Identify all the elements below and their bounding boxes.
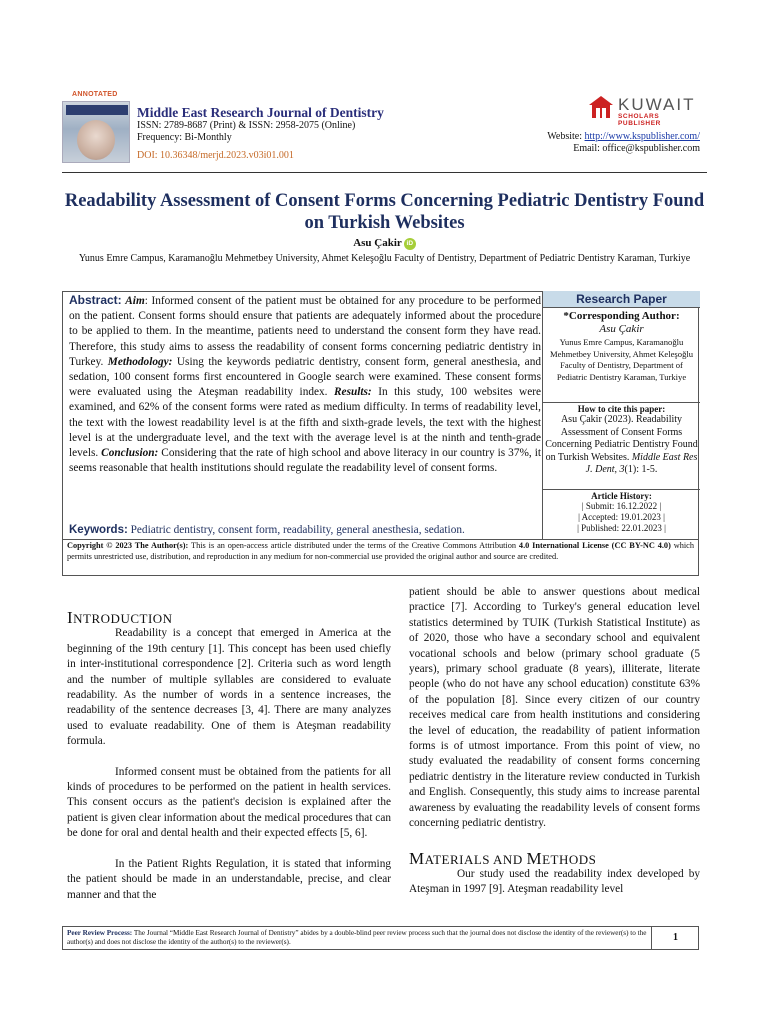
publisher-email[interactable]: Email: office@kspublisher.com xyxy=(573,143,700,154)
aim-label: Aim xyxy=(125,295,145,307)
intro-paragraph-2: Informed consent must be obtained from the patients for all kinds of procedures to be performed on the patient in health services. This consent occurs as the patient's decision is explained after the patient is given clear information about the medical procedures that can be done for oral and dental health and their expected effects [5, 6]. xyxy=(67,765,391,840)
corresponding-author-affiliation: Yunus Emre Campus, Karamanoğlu Mehmetbey University, Ahmet Keleşoğlu Faculty of Dentistry, Department of Pediatric Dentistry Karaman, Turkiye xyxy=(549,337,694,382)
keywords-label: Keywords: xyxy=(69,524,128,536)
methodology-text: Using the keywords pediatric dentistry, consent form, general anesthesia, and sedation, 100 consent forms first encountered in Google search were examined. These consent forms were evaluated using the Ateşman readability index. xyxy=(69,355,541,399)
copyright-text-2: which permits unrestricted use, distribution, and reproduction in any medium for non-commercial use provided the original author and source are credited. xyxy=(67,541,695,561)
body-column-right xyxy=(409,585,700,898)
citation-text xyxy=(543,414,700,477)
publisher-name: KUWAIT xyxy=(618,95,696,114)
author-name: Asu Çakir xyxy=(353,237,402,249)
aim-text: : Informed consent of the patient must be obtained for any procedure to be performed on the patient. Consent forms should ensure that patients are adequately informed about the procedure to be applied to them. In the meantime, patients need to understand the consent form they have read. Therefore, this study aims to assess the readability of consent forms concerning pediatric dentistry in Turkey. xyxy=(69,295,542,368)
cover-title-band xyxy=(66,105,128,115)
abstract-box xyxy=(62,291,699,540)
license-name[interactable]: 4.0 International License (CC BY-NC 4.0) xyxy=(518,541,671,550)
copyright-notice xyxy=(62,540,699,576)
journal-title: Middle East Research Journal of Dentistry xyxy=(137,105,384,120)
conclusion-label: Conclusion: xyxy=(101,447,159,460)
results-label: Results: xyxy=(334,386,372,399)
journal-frequency: Frequency: Bi-Monthly xyxy=(137,132,232,143)
keywords-text: Pediatric dentistry, consent form, readability, general anesthesia, sedation. xyxy=(127,524,465,536)
accepted-date: | Accepted: 19.01.2023 | xyxy=(578,512,665,522)
peer-review-footer xyxy=(62,926,699,950)
paragraph-gap xyxy=(67,750,391,765)
journal-header xyxy=(0,0,770,175)
methods-heading-rest-2: ETHODS xyxy=(542,851,597,867)
intro-heading-rest: NTRODUCTION xyxy=(73,611,173,626)
author-affiliation: Yunus Emre Campus, Karamanoğlu Mehmetbey University, Ahmet Keleşoğlu Faculty of Dentistry, Department of Pediatric Dentistry Karaman, Turkiye xyxy=(78,253,691,264)
orcid-icon[interactable]: iD xyxy=(404,238,416,250)
paragraph-gap xyxy=(409,832,700,847)
header-divider xyxy=(62,172,707,173)
copyright-label: Copyright © 2023 The Author(s): xyxy=(67,541,189,550)
citation-body: Asu Çakir (2023). Readability Assessment of Consent Forms Concerning Pediatric Dentistry Found on Turkish Websites. xyxy=(545,414,698,463)
author-line xyxy=(62,237,707,250)
methods-paragraph-1: Our study used the readability index developed by Ateşman in 1997 [9]. Ateşman readability level xyxy=(409,867,700,896)
methods-heading xyxy=(409,848,700,868)
citation-journal: Middle East Res J. Dent, 3 xyxy=(585,451,698,475)
corresponding-author-label: *Corresponding Author: xyxy=(563,310,680,322)
methodology-label: Methodology: xyxy=(107,355,173,368)
introduction-heading xyxy=(67,610,391,626)
intro-paragraph-1: Readability is a concept that emerged in America at the beginning of the 19th century [1]. This concept has been used chiefly in inter-institutional correspondence [2]. Criteria such as word length and the number of multiple syllables are considered to evaluate readability. As the number of words in a sentence increases, the readability of the sentence decreases [3, 4]. There are many analyzes used to evaluate readability. One of them is Ateşman readability formula. xyxy=(67,627,391,748)
peer-review-note xyxy=(67,929,649,948)
body-column-left xyxy=(67,610,391,903)
results-text: In this study, 100 websites were examined, and 62% of the consent forms were rated as medium difficulty. In terms of readability level, the text with the lowest readability level is at the fifth and sixth-grade levels, the text with the highest level is at the undergraduate level, and the text with the average level is at the ninth and tenth-grade levels. xyxy=(69,386,541,460)
paragraph-gap xyxy=(67,842,391,857)
methods-heading-cap-1: M xyxy=(409,848,425,868)
abstract-label: Abstract: xyxy=(69,293,122,307)
research-paper-banner: Research Paper xyxy=(543,291,700,308)
page-number: 1 xyxy=(651,927,699,949)
history-label: Article History: xyxy=(591,491,652,501)
house-logo-icon xyxy=(588,95,614,121)
peer-review-text: The Journal “Middle East Research Journal of Dentistry” abides by a double-blind peer review process such that the journal does not disclose the identity of the reviewer(s) to the author(s) and does not disclose the identity of the author(s) to the reviewer(s). xyxy=(67,929,647,947)
intro-paragraph-4: patient should be able to answer questions about medical practice [7]. According to Turkey's general education level statistics determined by TUIK (Turkish Statistical Institute) as of 2020, those who have a secondary school and equivalent vocational schools and below (primary school graduate (5 years), primary school graduate (8 years), illiterate, literate people (who do not have any school education) constitute 63% of the population [8]. Since every citizen of our country receives medical care from health institutions and considering the level of education, the readability of patient information forms is of utmost importance. From this point of view, no study evaluated the readability of consent forms concerning pediatric dentistry in the literature review conducted in Turkish and English. Consequently, this study aims to increase parental awareness by evaluating the readability levels of consent forms concerning pediatric dentistry. xyxy=(409,586,700,830)
article-info-sidebar xyxy=(542,291,700,540)
peer-review-label: Peer Review Process: xyxy=(67,929,133,937)
methods-heading-rest-1: ATERIALS AND xyxy=(424,851,527,867)
paper-title: Readability Assessment of Consent Forms Concerning Pediatric Dentistry Found on Turkish Websites xyxy=(64,191,705,233)
journal-issn: ISSN: 2789-8687 (Print) & ISSN: 2958-2075 (Online) xyxy=(137,120,356,131)
submit-date: | Submit: 16.12.2022 | xyxy=(581,501,662,511)
article-history xyxy=(543,489,700,534)
copyright-text: This is an open-access article distributed under the terms of the Creative Commons Attribution xyxy=(188,541,519,550)
publisher-website xyxy=(547,131,700,142)
keywords xyxy=(69,524,541,536)
citation-block xyxy=(543,402,700,477)
website-label: Website: xyxy=(547,131,585,142)
kuwait-publisher-logo xyxy=(584,95,704,125)
conclusion-text: Considering that the rate of high school and above literacy in our country is 37%, it seems reasonable that health institutions should regulate the readability level of consent forms. xyxy=(69,447,541,475)
abstract-text xyxy=(69,293,541,476)
publisher-logo-left: ANNOTATED xyxy=(72,91,118,98)
corresponding-author-name: Asu Çakir xyxy=(599,323,644,335)
citation-label: How to cite this paper: xyxy=(577,404,666,414)
website-link[interactable]: http://www.kspublisher.com/ xyxy=(584,131,700,142)
published-date: | Published: 22.01.2023 | xyxy=(577,523,666,533)
article-doi[interactable]: DOI: 10.36348/merjd.2023.v03i01.001 xyxy=(137,150,294,161)
citation-issue: (1): 1-5. xyxy=(624,464,658,475)
methods-heading-cap-2: M xyxy=(526,848,543,868)
journal-cover-image xyxy=(62,101,130,163)
intro-heading-cap: I xyxy=(67,608,74,627)
intro-paragraph-3: In the Patient Rights Regulation, it is stated that informing the patient should be made in an understandable, precise, and clear manner and that the xyxy=(67,857,391,901)
publisher-subtitle: SCHOLARS PUBLISHER xyxy=(618,113,661,127)
cover-photo xyxy=(77,120,115,160)
